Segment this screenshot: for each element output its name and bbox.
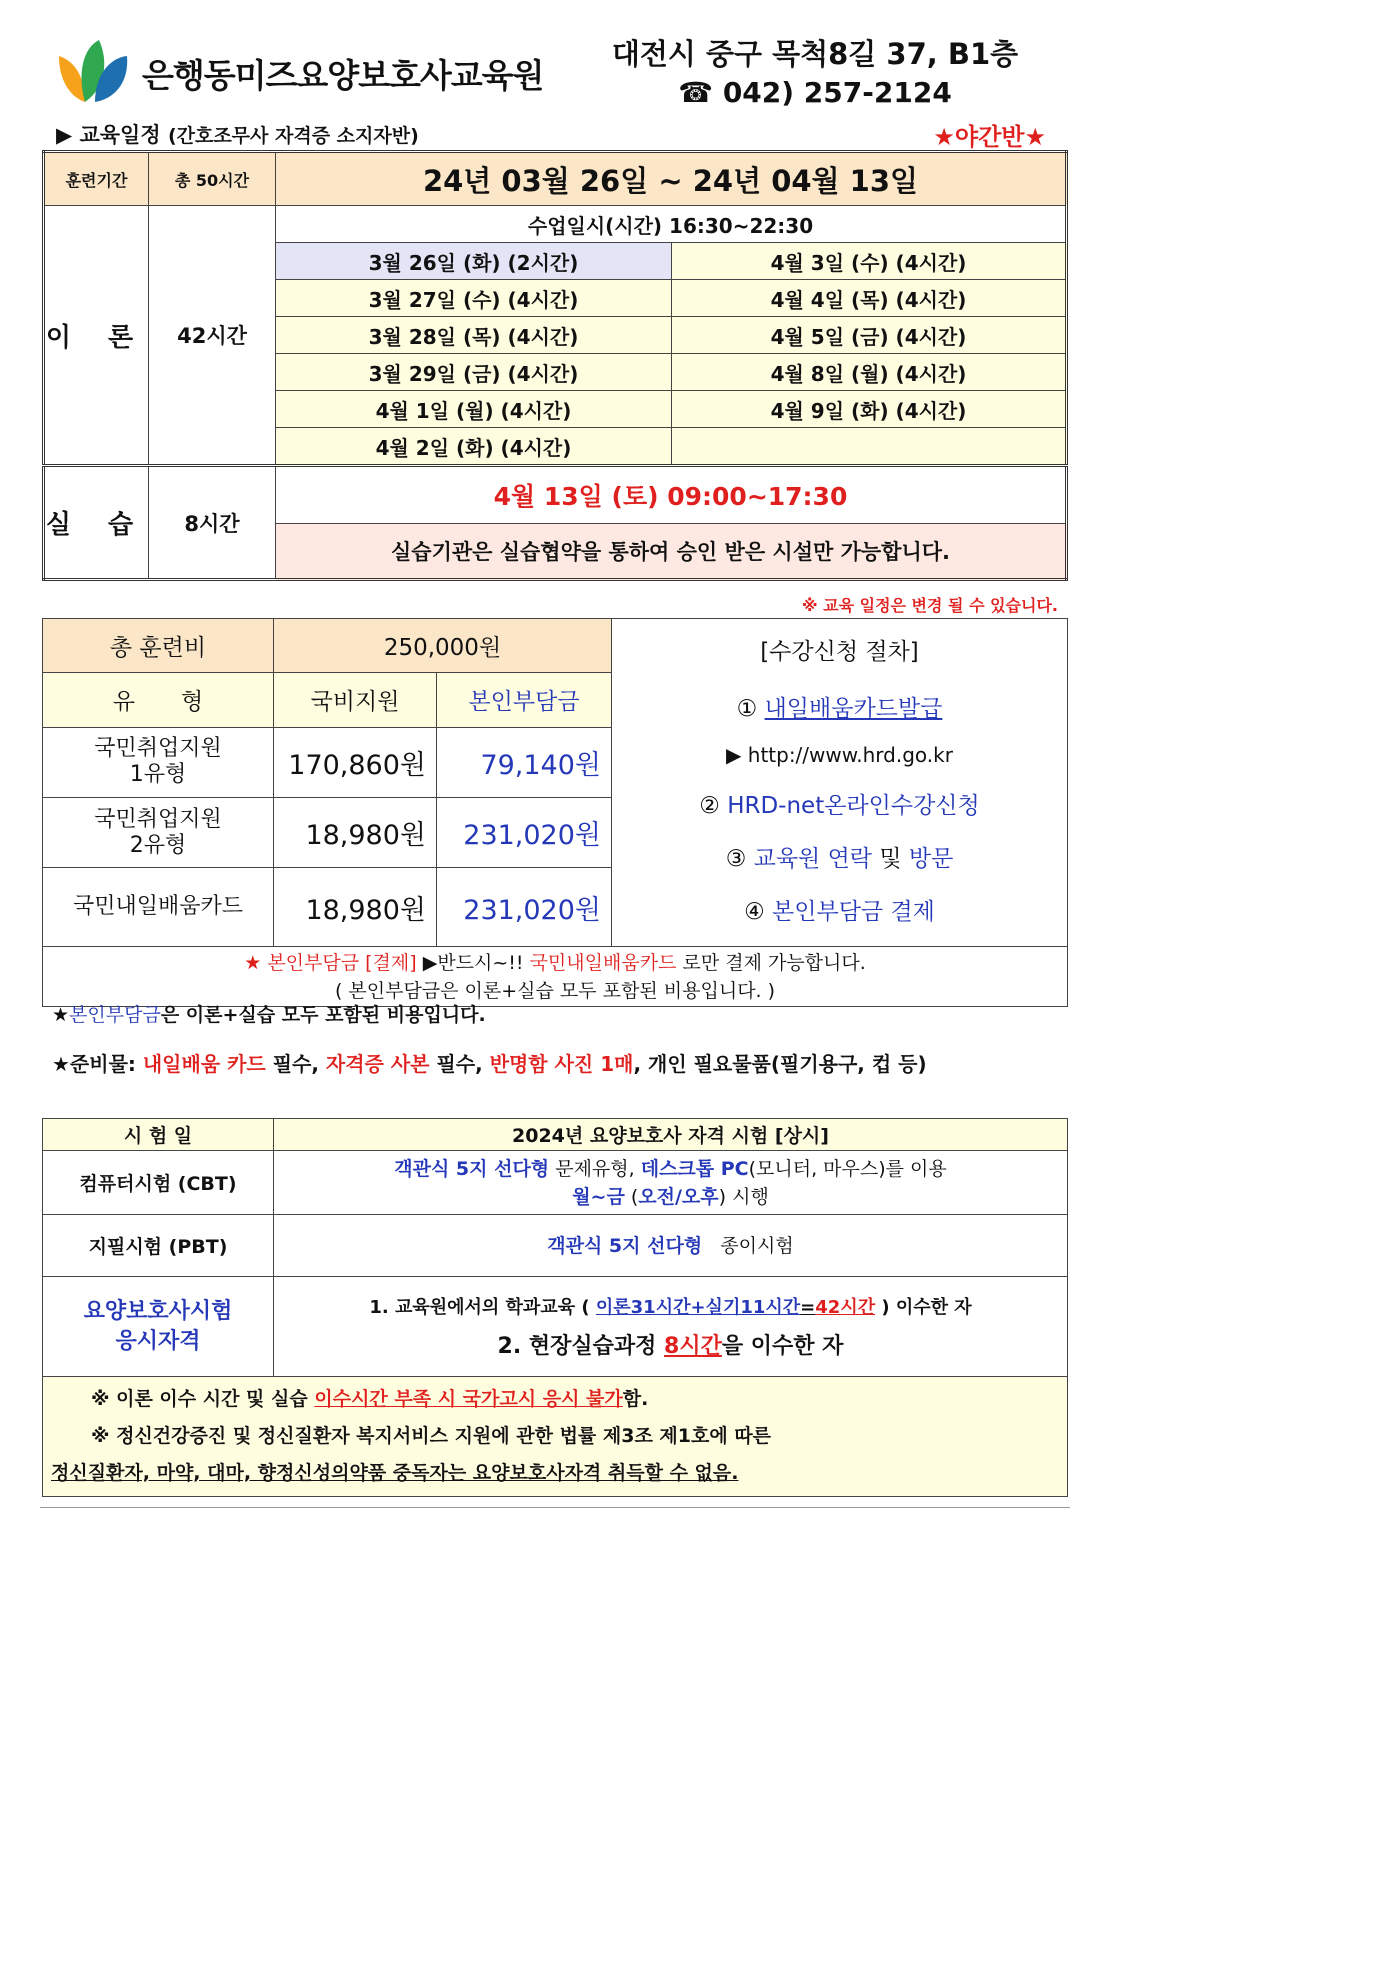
class-day: 4월 3일 (수) (4시간) (672, 243, 1067, 280)
logo-icon (55, 36, 131, 106)
col-type-header: 유 형 (43, 673, 274, 727)
self-pay: 231,020원 (437, 868, 612, 947)
class-day: 4월 1일 (월) (4시간) (276, 391, 672, 428)
procedure-step-3: ③ 교육원 연락 및 방문 (725, 846, 954, 872)
address: 대전시 중구 목척8길 37, B1층 (611, 37, 1019, 71)
exam-date-label: 시 험 일 (43, 1119, 274, 1151)
disqualification-notice: ※ 이론 이수 시간 및 실습 이수시간 부족 시 국가고시 응시 불가함. ※ 정신건강증진 및 정신질환자 복지서비스 지원에 관한 법률 제3조 제1호에 따른 정신질환자, 마약, 대마, 향정신성의약품 중독자는 요양보호사자격 취득할 수 없음. (43, 1377, 1068, 1497)
total-fee-label: 총 훈련비 (43, 619, 274, 673)
class-day (672, 428, 1067, 466)
cbt-description: 객관식 5지 선다형 문제유형, 데스크톱 PC(모니터, 마우스)를 이용 월~금 (오전/오후) 시행 (274, 1151, 1068, 1215)
preparation-note: ★준비물: 내일배움 카드 필수, 자격증 사본 필수, 반명함 사진 1매, 개인 필요물품(필기용구, 컵 등) (52, 1052, 927, 1076)
payment-notice: ★ 본인부담금 [결제] ▶반드시~!! 국민내일배움카드 로만 결제 가능합니다. ( 본인부담금은 이론+실습 모두 포함된 비용입니다. ) (43, 947, 1068, 1007)
pbt-description: 객관식 5지 선다형 종이시험 (274, 1215, 1068, 1277)
arrow-icon: ▶ (726, 743, 742, 767)
night-class-badge: ★야간반★ (933, 123, 1046, 151)
fee-type: 국민취업지원 1유형 (43, 727, 274, 797)
change-notice: ※ 교육 일정은 변경 될 수 있습니다. (802, 596, 1058, 615)
procedure-title: [수강신청 절차] (760, 639, 919, 665)
enrollment-procedure (612, 619, 1068, 947)
procedure-step-2: ② HRD-net온라인수강신청 (699, 793, 980, 819)
cbt-label: 컴퓨터시험 (CBT) (43, 1151, 274, 1215)
class-day: 4월 8일 (월) (4시간) (672, 354, 1067, 391)
practice-note: 실습기관은 실습협약을 통하여 승인 받은 시설만 가능합니다. (276, 524, 1067, 580)
star-icon: ★ (52, 1004, 70, 1026)
self-pay: 79,140원 (437, 727, 612, 797)
qualification-label: 요양보호사시험 응시자격 (43, 1277, 274, 1377)
star-icon: ★ (244, 951, 262, 974)
fee-type: 국민내일배움카드 (43, 868, 274, 947)
schedule-table (42, 150, 1068, 581)
qualification-description: 1. 교육원에서의 학과교육 ( 이론31시간+실기11시간=42시간 ) 이수한 자 2. 현장실습과정 8시간을 이수한 자 (274, 1277, 1068, 1377)
practice-date: 4월 13일 (토) 09:00~17:30 (276, 466, 1067, 524)
total-hours: 총 50시간 (149, 152, 276, 206)
procedure-step-4: ④ 본인부담금 결제 (744, 899, 935, 925)
procedure-step-1: ① 내일배움카드발급 (736, 696, 943, 722)
class-day: 3월 26일 (화) (2시간) (276, 243, 672, 280)
pbt-label: 지필시험 (PBT) (43, 1215, 274, 1277)
col-gov-header: 국비지원 (274, 673, 437, 727)
class-day: 4월 4일 (목) (4시간) (672, 280, 1067, 317)
class-time: 수업일시(시간) 16:30~22:30 (276, 206, 1067, 243)
phone-icon: ☎ (678, 76, 714, 109)
fee-type: 국민취업지원 2유형 (43, 797, 274, 867)
training-period: 24년 03월 26일 ~ 24년 04월 13일 (276, 152, 1067, 206)
class-day: 3월 27일 (수) (4시간) (276, 280, 672, 317)
gov-support: 18,980원 (274, 868, 437, 947)
hrd-link[interactable]: ▶ http://www.hrd.go.kr (726, 743, 953, 767)
class-day: 4월 2일 (화) (4시간) (276, 428, 672, 466)
theory-hours: 42시간 (149, 206, 276, 466)
self-pay: 231,020원 (437, 797, 612, 867)
gov-support: 18,980원 (274, 797, 437, 867)
self-pay-note: ★본인부담금은 이론+실습 모두 포함된 비용입니다. (52, 1004, 486, 1026)
practice-label: 실 습 (44, 466, 149, 580)
fee-table (42, 618, 1068, 1007)
phone-number: ☎ 042) 257-2124 (678, 76, 952, 109)
arrow-icon: ▶ (56, 123, 73, 147)
theory-label: 이 론 (44, 206, 149, 466)
org-name: 은행동미즈요양보호사교육원 (142, 56, 544, 95)
class-day: 4월 5일 (금) (4시간) (672, 317, 1067, 354)
period-label: 훈련기간 (44, 152, 149, 206)
class-day: 4월 9일 (화) (4시간) (672, 391, 1067, 428)
exam-table (42, 1118, 1068, 1497)
col-self-header: 본인부담금 (437, 673, 612, 727)
total-fee-value: 250,000원 (274, 619, 612, 673)
practice-hours: 8시간 (149, 466, 276, 580)
class-day: 3월 28일 (목) (4시간) (276, 317, 672, 354)
exam-date-value: 2024년 요양보호사 자격 시험 [상시] (274, 1119, 1068, 1151)
gov-support: 170,860원 (274, 727, 437, 797)
class-day: 3월 29일 (금) (4시간) (276, 354, 672, 391)
divider (40, 1507, 1070, 1508)
schedule-heading: ▶ 교육일정 (간호조무사 자격증 소지자반) (56, 123, 419, 147)
